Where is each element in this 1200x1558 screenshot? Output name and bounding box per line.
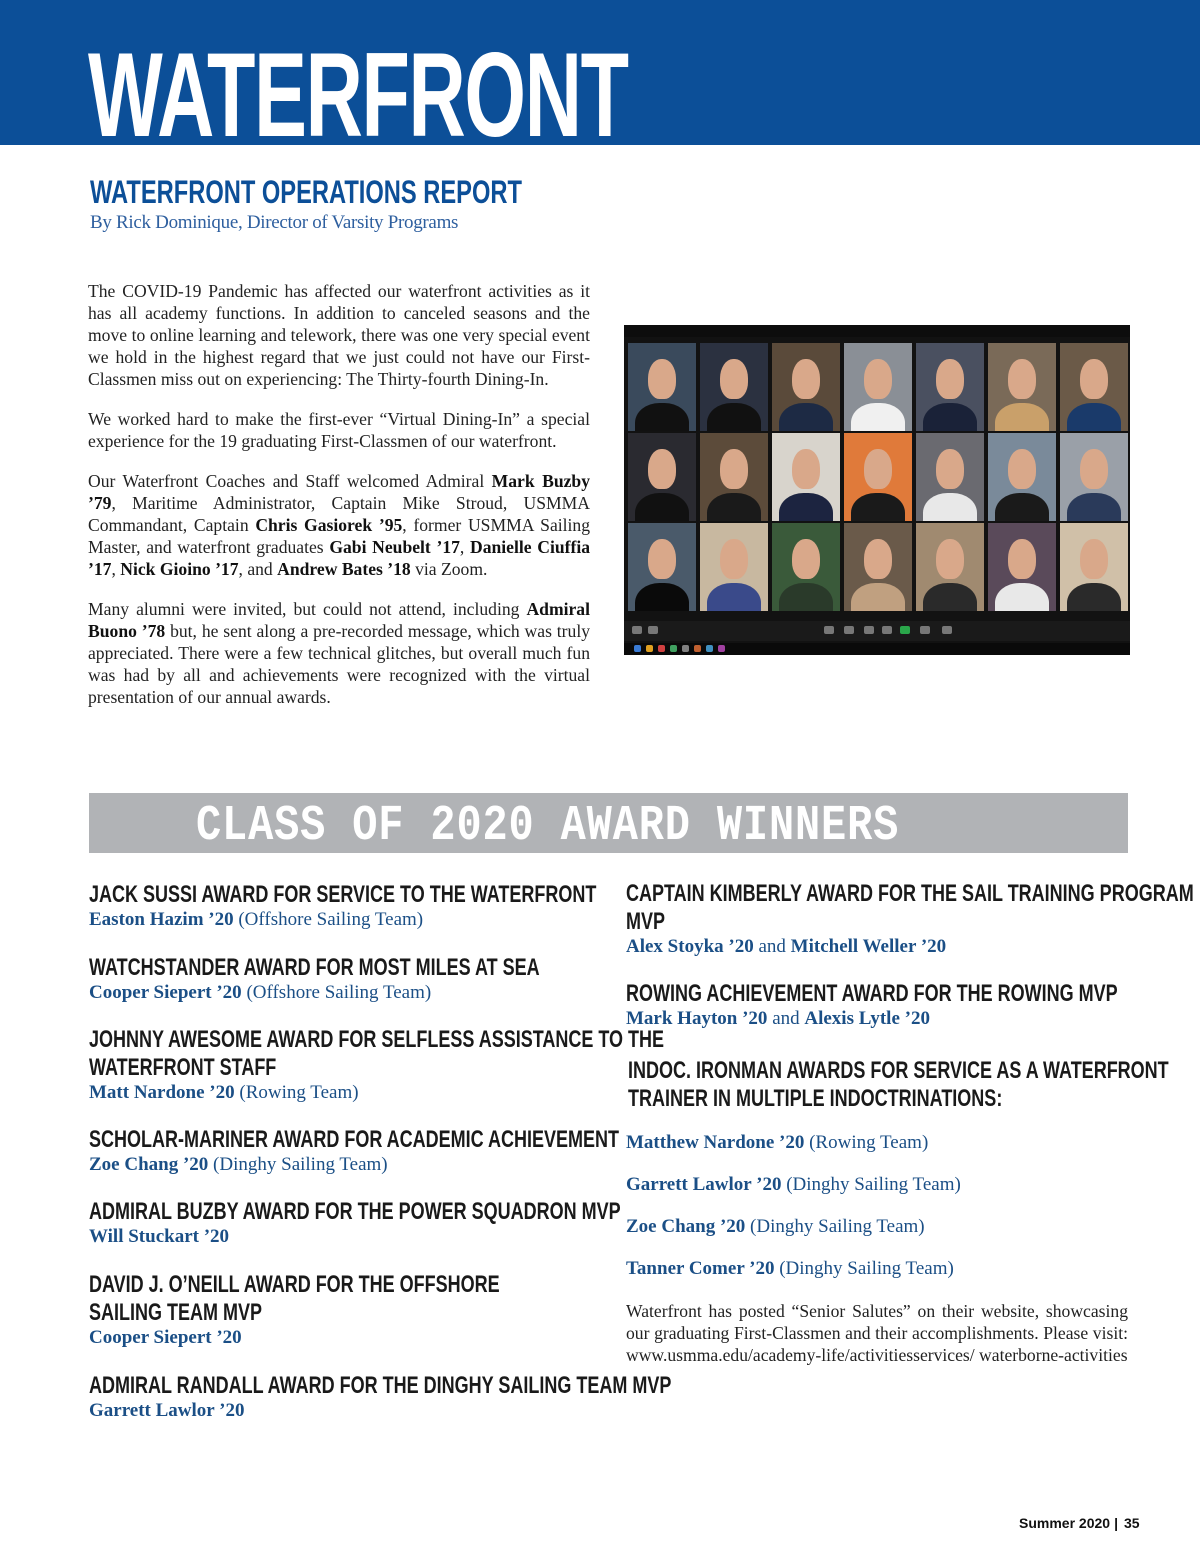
ironman-winner: Tanner Comer ’20 (Dinghy Sailing Team) bbox=[626, 1258, 954, 1279]
video-tile bbox=[628, 433, 696, 521]
video-tile bbox=[844, 433, 912, 521]
page-number: 35 bbox=[1123, 1515, 1140, 1531]
award-winner: Cooper Siepert ’20 bbox=[89, 1327, 242, 1348]
paragraph-3: Our Waterfront Coaches and Staff welcomed Admiral Mark Buzby ’79, Maritime Administrator, Captain Mike Stroud, USMMA Commandant, Captain Chris Gasiorek ’95, former USMMA Sailing Master, and waterfront graduates Gabi Neubelt ’17, Danielle Ciuffia ’17, Nick Gioino ’17, and Andrew Bates ’18 via Zoom. bbox=[88, 471, 591, 579]
awards-heading: CLASS OF 2020 AWARD WINNERS bbox=[196, 798, 900, 855]
award-winner: Matt Nardone ’20 (Rowing Team) bbox=[89, 1082, 359, 1103]
video-tile bbox=[628, 343, 696, 431]
award-title-line-2: MVP bbox=[626, 908, 666, 935]
video-tile bbox=[700, 433, 768, 521]
page-footer bbox=[1019, 1515, 1140, 1531]
video-tile bbox=[916, 343, 984, 431]
closing-note: Waterfront has posted “Senior Salutes” on their website, showcasing our graduating First-Classmen and their accomplishments. Please visit: www.usmma.edu/academy-life/activitiesservices/ waterborne-activities bbox=[626, 1301, 1128, 1365]
award-title: SCHOLAR-MARINER AWARD FOR ACADEMIC ACHIEVEMENT bbox=[89, 1126, 619, 1153]
ironman-winner: Matthew Nardone ’20 (Rowing Team) bbox=[626, 1132, 929, 1153]
zoom-call-photo bbox=[624, 325, 1130, 655]
zoom-toolbar-icon bbox=[900, 626, 910, 634]
zoom-toolbar-icon bbox=[864, 626, 874, 634]
video-tile bbox=[916, 523, 984, 611]
issue-label: Summer 2020 bbox=[1019, 1515, 1111, 1531]
paragraph-4: Many alumni were invited, but could not attend, including Admiral Buono ’78 but, he sent along a pre-recorded message, which was truly appreciated. There were a few technical glitches, but overall much fun was had by all and achievements were recognized with the virtual presentation of our annual awards. bbox=[88, 599, 591, 707]
video-tile bbox=[988, 433, 1056, 521]
award-rowing-achievement bbox=[626, 980, 1200, 1030]
award-title: JOHNNY AWESOME AWARD FOR SELFLESS ASSISTANCE TO THE bbox=[89, 1026, 665, 1053]
video-tile bbox=[772, 343, 840, 431]
award-title-line-2: TRAINER IN MULTIPLE INDOCTRINATIONS: bbox=[628, 1085, 1003, 1112]
zoom-toolbar-icon bbox=[942, 626, 952, 634]
award-captain-kimberly bbox=[626, 880, 1200, 958]
footer-separator: | bbox=[1114, 1515, 1118, 1531]
taskbar-app-icon bbox=[682, 645, 689, 652]
award-watchstander bbox=[89, 954, 690, 1004]
taskbar-app-icon bbox=[634, 645, 641, 652]
award-winner: Zoe Chang ’20 (Dinghy Sailing Team) bbox=[89, 1154, 388, 1175]
zoom-toolbar-icon bbox=[632, 626, 642, 634]
video-tile bbox=[628, 523, 696, 611]
desktop-taskbar bbox=[624, 643, 1130, 655]
award-title: CAPTAIN KIMBERLY AWARD FOR THE SAIL TRAINING PROGRAM bbox=[626, 880, 1194, 907]
video-tile bbox=[988, 523, 1056, 611]
video-tile bbox=[772, 523, 840, 611]
video-tile bbox=[700, 523, 768, 611]
award-winner: Will Stuckart ’20 bbox=[89, 1226, 230, 1247]
zoom-toolbar-icon bbox=[824, 626, 834, 634]
video-tile bbox=[1060, 433, 1128, 521]
award-admiral-randall bbox=[89, 1372, 865, 1422]
article-body bbox=[88, 280, 590, 726]
award-david-oneill bbox=[89, 1271, 637, 1349]
zoom-toolbar-icon bbox=[882, 626, 892, 634]
zoom-toolbar-icon bbox=[920, 626, 930, 634]
taskbar-app-icon bbox=[646, 645, 653, 652]
award-title: DAVID J. O’NEILL AWARD FOR THE OFFSHORE bbox=[89, 1271, 500, 1298]
award-title: JACK SUSSI AWARD FOR SERVICE TO THE WATERFRONT bbox=[89, 881, 597, 908]
award-title: INDOC. IRONMAN AWARDS FOR SERVICE AS A WATERFRONT bbox=[628, 1057, 1169, 1084]
video-tile bbox=[700, 343, 768, 431]
zoom-toolbar-icon bbox=[648, 626, 658, 634]
taskbar-app-icon bbox=[658, 645, 665, 652]
video-tile bbox=[844, 523, 912, 611]
award-title: ADMIRAL BUZBY AWARD FOR THE POWER SQUADRON MVP bbox=[89, 1198, 621, 1225]
award-indoc-ironman bbox=[628, 1057, 1200, 1113]
award-title: WATCHSTANDER AWARD FOR MOST MILES AT SEA bbox=[89, 954, 540, 981]
award-title-line-2: WATERFRONT STAFF bbox=[89, 1054, 277, 1081]
taskbar-app-icon bbox=[670, 645, 677, 652]
award-title: ROWING ACHIEVEMENT AWARD FOR THE ROWING MVP bbox=[626, 980, 1118, 1007]
video-participant-grid bbox=[624, 339, 1130, 615]
award-title-line-2: SAILING TEAM MVP bbox=[89, 1299, 263, 1326]
award-winner: Cooper Siepert ’20 (Offshore Sailing Team) bbox=[89, 982, 432, 1003]
taskbar-app-icon bbox=[694, 645, 701, 652]
video-tile bbox=[916, 433, 984, 521]
paragraph-1: The COVID-19 Pandemic has affected our waterfront activities as it has all academy functions. In addition to canceled seasons and the move to online learning and telework, there was one very special event we hold in the highest regard that we just could not have our First-Classmen miss out on experiencing: The Thirty-fourth Dining-In. bbox=[88, 281, 590, 389]
ironman-winner: Garrett Lawlor ’20 (Dinghy Sailing Team) bbox=[626, 1174, 961, 1195]
award-winner: Mark Hayton ’20 and Alexis Lytle ’20 bbox=[626, 1008, 930, 1029]
video-tile bbox=[988, 343, 1056, 431]
video-tile bbox=[772, 433, 840, 521]
video-tile bbox=[1060, 523, 1128, 611]
ironman-winner: Zoe Chang ’20 (Dinghy Sailing Team) bbox=[626, 1216, 925, 1237]
section-title: WATERFRONT bbox=[88, 28, 628, 162]
video-tile bbox=[844, 343, 912, 431]
award-winner: Easton Hazim ’20 (Offshore Sailing Team) bbox=[89, 909, 424, 930]
paragraph-2: We worked hard to make the first-ever “Virtual Dining-In” a special experience for the 19 graduating First-Classmen of our waterfront. bbox=[88, 409, 590, 451]
zoom-toolbar-icon bbox=[844, 626, 854, 634]
zoom-title-bar bbox=[624, 325, 1130, 337]
article-byline: By Rick Dominique, Director of Varsity Programs bbox=[90, 212, 459, 233]
taskbar-app-icon bbox=[718, 645, 725, 652]
zoom-toolbar bbox=[624, 621, 1130, 641]
video-tile bbox=[1060, 343, 1128, 431]
taskbar-app-icon bbox=[706, 645, 713, 652]
award-title: ADMIRAL RANDALL AWARD FOR THE DINGHY SAILING TEAM MVP bbox=[89, 1372, 672, 1399]
award-winner: Alex Stoyka ’20 and Mitchell Weller ’20 bbox=[626, 936, 947, 957]
article-title: WATERFRONT OPERATIONS REPORT bbox=[90, 174, 522, 210]
award-winner: Garrett Lawlor ’20 bbox=[89, 1400, 245, 1421]
